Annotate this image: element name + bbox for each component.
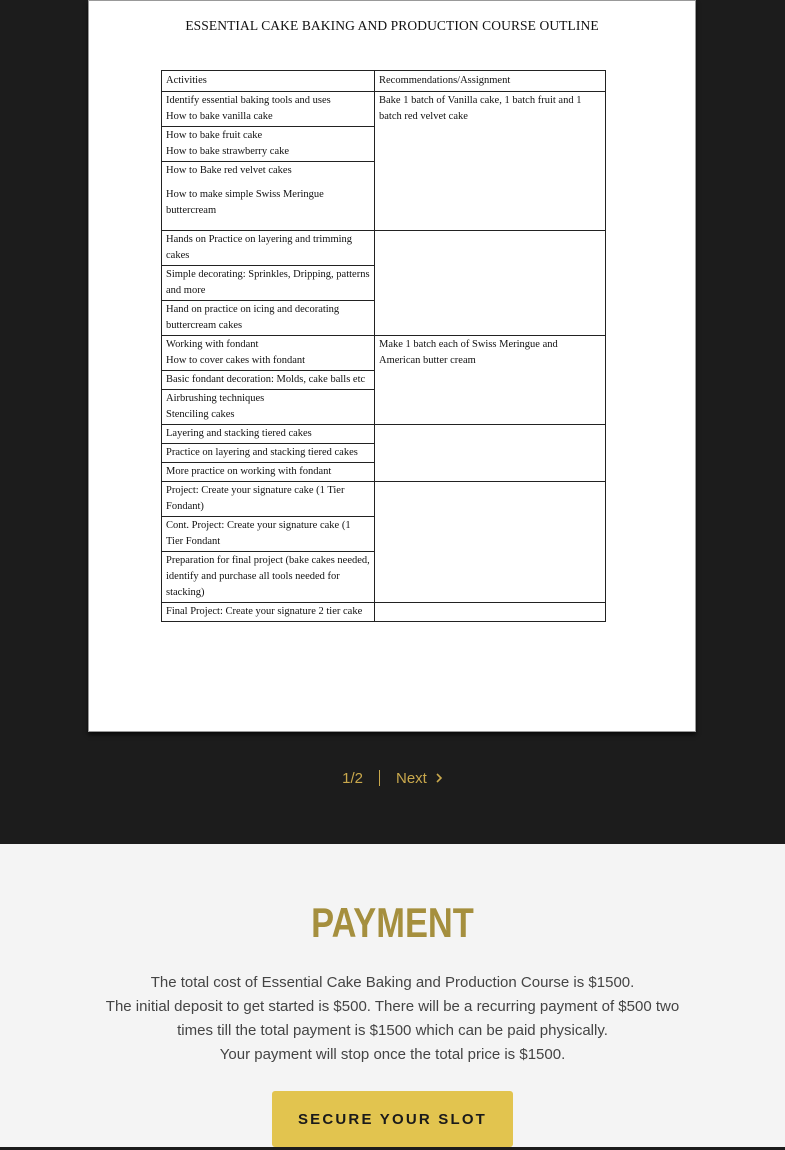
activity-cell (162, 336, 375, 371)
activity-cell: Practice on layering and stacking tiered cakes (162, 444, 375, 463)
recommendation-cell (375, 231, 606, 336)
activity-text: Stenciling cakes (166, 409, 235, 420)
recommendation-cell (375, 603, 606, 622)
activity-cell: Basic fondant decoration: Molds, cake balls etc (162, 371, 375, 390)
table-header-row (162, 71, 606, 92)
activity-text: How to make simple Swiss Meringue buttercream (166, 189, 324, 216)
activity-text: How to Bake red velvet cakes (166, 165, 292, 176)
recommendation-cell (375, 425, 606, 482)
next-page-button[interactable] (396, 770, 443, 787)
recommendation-cell (375, 482, 606, 603)
table-row (162, 482, 606, 517)
pager-divider (379, 770, 380, 786)
activity-cell (162, 127, 375, 162)
next-page-label: Next (396, 769, 427, 787)
activity-text: How to bake vanilla cake (166, 111, 273, 122)
secure-your-slot-button[interactable]: SECURE YOUR SLOT (272, 1091, 513, 1147)
activity-cell: Project: Create your signature cake (1 Tier Fondant) (162, 482, 375, 517)
activity-text: Identify essential baking tools and uses (166, 95, 331, 106)
activity-cell: More practice on working with fondant (162, 463, 375, 482)
activity-cell: Cont. Project: Create your signature cake (1 Tier Fondant (162, 517, 375, 552)
activity-text: How to bake strawberry cake (166, 146, 290, 157)
payment-title: PAYMENT (311, 899, 474, 946)
table-row (162, 92, 606, 127)
activity-cell: Preparation for final project (bake cakes needed, identify and purchase all tools needed for stacking) (162, 552, 375, 603)
activity-cell: Simple decorating: Sprinkles, Dripping, patterns and more (162, 266, 375, 301)
chevron-right-icon (435, 772, 443, 784)
activity-text: Airbrushing techniques (166, 393, 265, 404)
activity-cell (162, 162, 375, 231)
page-indicator: 1/2 (342, 769, 363, 787)
activity-cell: Layering and stacking tiered cakes (162, 425, 375, 444)
header-recommendations: Recommendations/Assignment (375, 71, 606, 92)
document-pager (0, 766, 785, 790)
recommendation-cell: Make 1 batch each of Swiss Meringue and American butter cream (375, 336, 606, 425)
table-row (162, 336, 606, 371)
payment-line: The total cost of Essential Cake Baking and Production Course is $1500. (150, 974, 635, 991)
activity-text: Working with fondant (166, 339, 259, 350)
document-page (88, 0, 696, 732)
table-row (162, 603, 606, 622)
activity-text: How to bake fruit cake (166, 130, 263, 141)
course-outline-table (161, 70, 606, 622)
activity-cell: Hand on practice on icing and decorating buttercream cakes (162, 301, 375, 336)
activity-text: How to cover cakes with fondant (166, 355, 306, 366)
activity-cell (162, 390, 375, 425)
recommendation-cell: Bake 1 batch of Vanilla cake, 1 batch fruit and 1 batch red velvet cake (375, 92, 606, 231)
payment-description (90, 971, 695, 1067)
activity-cell (162, 92, 375, 127)
payment-line: Your payment will stop once the total price is $1500. (219, 1046, 566, 1063)
table-row (162, 231, 606, 266)
activity-cell: Final Project: Create your signature 2 tier cake (162, 603, 375, 622)
document-title: ESSENTIAL CAKE BAKING AND PRODUCTION COURSE OUTLINE (185, 18, 599, 33)
header-activities: Activities (162, 71, 375, 92)
payment-section (0, 844, 785, 1147)
payment-line: The initial deposit to get started is $500. There will be a recurring payment of $500 two times till the total payment is $1500 which can be paid physically. (105, 998, 680, 1039)
table-row (162, 425, 606, 444)
activity-cell: Hands on Practice on layering and trimming cakes (162, 231, 375, 266)
